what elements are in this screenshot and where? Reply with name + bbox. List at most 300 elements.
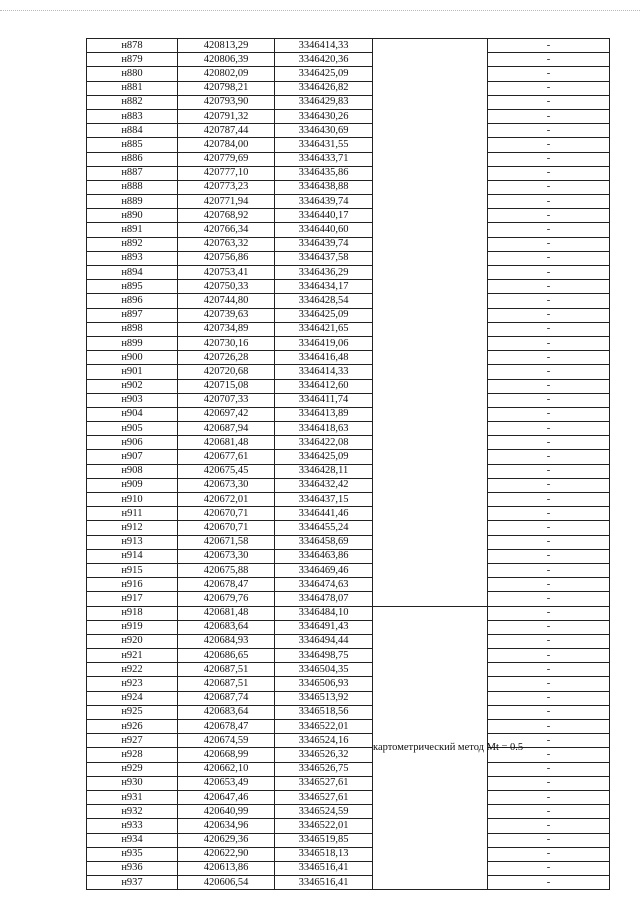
note-cell: - — [488, 861, 610, 875]
table-row — [87, 195, 610, 209]
point-cell: н879 — [87, 53, 178, 67]
x-coordinate-cell: 420613,86 — [178, 861, 275, 875]
note-cell: - — [488, 805, 610, 819]
y-coordinate-cell: 3346484,10 — [275, 606, 373, 620]
point-cell: н889 — [87, 195, 178, 209]
note-cell: - — [488, 237, 610, 251]
x-coordinate-cell: 420672,01 — [178, 493, 275, 507]
point-cell: н902 — [87, 379, 178, 393]
table-row — [87, 322, 610, 336]
y-coordinate-cell: 3346519,85 — [275, 833, 373, 847]
table-row — [87, 762, 610, 776]
y-coordinate-cell: 3346436,29 — [275, 266, 373, 280]
point-cell: н936 — [87, 861, 178, 875]
note-cell: - — [488, 266, 610, 280]
x-coordinate-cell: 420773,23 — [178, 180, 275, 194]
x-coordinate-cell: 420798,21 — [178, 81, 275, 95]
table-row — [87, 39, 610, 53]
coordinates-table — [86, 38, 610, 890]
note-cell: - — [488, 407, 610, 421]
table-row — [87, 720, 610, 734]
x-coordinate-cell: 420750,33 — [178, 280, 275, 294]
x-coordinate-cell: 420678,47 — [178, 720, 275, 734]
point-cell: н894 — [87, 266, 178, 280]
x-coordinate-cell: 420629,36 — [178, 833, 275, 847]
coordinates-table-body — [87, 39, 610, 890]
table-row — [87, 663, 610, 677]
note-cell: - — [488, 450, 610, 464]
point-cell: н886 — [87, 152, 178, 166]
x-coordinate-cell: 420771,94 — [178, 195, 275, 209]
point-cell: н882 — [87, 95, 178, 109]
note-cell: - — [488, 521, 610, 535]
note-cell: - — [488, 790, 610, 804]
x-coordinate-cell: 420681,48 — [178, 436, 275, 450]
table-row — [87, 294, 610, 308]
y-coordinate-cell: 3346435,86 — [275, 166, 373, 180]
table-row — [87, 847, 610, 861]
x-coordinate-cell: 420768,92 — [178, 209, 275, 223]
point-cell: н897 — [87, 308, 178, 322]
x-coordinate-cell: 420787,44 — [178, 124, 275, 138]
x-coordinate-cell: 420683,64 — [178, 705, 275, 719]
table-row — [87, 379, 610, 393]
note-cell: - — [488, 592, 610, 606]
point-cell: н909 — [87, 478, 178, 492]
x-coordinate-cell: 420670,71 — [178, 521, 275, 535]
x-coordinate-cell: 420671,58 — [178, 535, 275, 549]
note-cell: - — [488, 322, 610, 336]
note-cell: - — [488, 833, 610, 847]
point-cell: н912 — [87, 521, 178, 535]
table-row — [87, 53, 610, 67]
y-coordinate-cell: 3346522,01 — [275, 819, 373, 833]
table-row — [87, 521, 610, 535]
y-coordinate-cell: 3346439,74 — [275, 195, 373, 209]
note-cell: - — [488, 152, 610, 166]
point-cell: н895 — [87, 280, 178, 294]
table-row — [87, 876, 610, 890]
y-coordinate-cell: 3346506,93 — [275, 677, 373, 691]
scan-artifact-line — [0, 10, 640, 13]
x-coordinate-cell: 420673,30 — [178, 478, 275, 492]
point-cell: н905 — [87, 422, 178, 436]
y-coordinate-cell: 3346414,33 — [275, 365, 373, 379]
point-cell: н908 — [87, 464, 178, 478]
point-cell: н933 — [87, 819, 178, 833]
table-row — [87, 138, 610, 152]
note-cell: - — [488, 39, 610, 53]
note-cell: - — [488, 478, 610, 492]
y-coordinate-cell: 3346491,43 — [275, 620, 373, 634]
note-cell: - — [488, 67, 610, 81]
note-cell: - — [488, 109, 610, 123]
y-coordinate-cell: 3346413,89 — [275, 407, 373, 421]
y-coordinate-cell: 3346434,17 — [275, 280, 373, 294]
x-coordinate-cell: 420763,32 — [178, 237, 275, 251]
note-cell: - — [488, 606, 610, 620]
point-cell: н915 — [87, 563, 178, 577]
x-coordinate-cell: 420681,48 — [178, 606, 275, 620]
point-cell: н925 — [87, 705, 178, 719]
y-coordinate-cell: 3346437,58 — [275, 251, 373, 265]
x-coordinate-cell: 420606,54 — [178, 876, 275, 890]
x-coordinate-cell: 420707,33 — [178, 393, 275, 407]
y-coordinate-cell: 3346428,11 — [275, 464, 373, 478]
table-row — [87, 861, 610, 875]
table-row — [87, 606, 610, 620]
x-coordinate-cell: 420802,09 — [178, 67, 275, 81]
y-coordinate-cell: 3346425,09 — [275, 308, 373, 322]
point-cell: н934 — [87, 833, 178, 847]
table-row — [87, 109, 610, 123]
x-coordinate-cell: 420744,80 — [178, 294, 275, 308]
y-coordinate-cell: 3346498,75 — [275, 649, 373, 663]
y-coordinate-cell: 3346422,08 — [275, 436, 373, 450]
table-row — [87, 251, 610, 265]
point-cell: н919 — [87, 620, 178, 634]
point-cell: н921 — [87, 649, 178, 663]
note-cell: - — [488, 436, 610, 450]
x-coordinate-cell: 420697,42 — [178, 407, 275, 421]
table-row — [87, 407, 610, 421]
note-cell: - — [488, 705, 610, 719]
table-row — [87, 776, 610, 790]
y-coordinate-cell: 3346411,74 — [275, 393, 373, 407]
note-cell: - — [488, 776, 610, 790]
x-coordinate-cell: 420675,45 — [178, 464, 275, 478]
x-coordinate-cell: 420668,99 — [178, 748, 275, 762]
point-cell: н899 — [87, 336, 178, 350]
table-row — [87, 422, 610, 436]
y-coordinate-cell: 3346518,13 — [275, 847, 373, 861]
table-row — [87, 223, 610, 237]
x-coordinate-cell: 420734,89 — [178, 322, 275, 336]
table-row — [87, 237, 610, 251]
point-cell: н903 — [87, 393, 178, 407]
table-row — [87, 124, 610, 138]
y-coordinate-cell: 3346419,06 — [275, 336, 373, 350]
note-cell: - — [488, 876, 610, 890]
note-cell: - — [488, 748, 610, 762]
y-coordinate-cell: 3346440,60 — [275, 223, 373, 237]
point-cell: н930 — [87, 776, 178, 790]
note-cell: - — [488, 762, 610, 776]
point-cell: н916 — [87, 578, 178, 592]
y-coordinate-cell: 3346426,82 — [275, 81, 373, 95]
point-cell: н931 — [87, 790, 178, 804]
point-cell: н911 — [87, 507, 178, 521]
note-cell: - — [488, 95, 610, 109]
note-cell: - — [488, 422, 610, 436]
table-row — [87, 308, 610, 322]
point-cell: н932 — [87, 805, 178, 819]
point-cell: н928 — [87, 748, 178, 762]
table-row — [87, 592, 610, 606]
point-cell: н922 — [87, 663, 178, 677]
x-coordinate-cell: 420684,93 — [178, 634, 275, 648]
table-row — [87, 166, 610, 180]
point-cell: н917 — [87, 592, 178, 606]
x-coordinate-cell: 420674,59 — [178, 734, 275, 748]
x-coordinate-cell: 420634,96 — [178, 819, 275, 833]
point-cell: н896 — [87, 294, 178, 308]
y-coordinate-cell: 3346527,61 — [275, 776, 373, 790]
x-coordinate-cell: 420687,74 — [178, 691, 275, 705]
note-cell: - — [488, 677, 610, 691]
method-cell: картометрический метод Mt = 0.5 — [373, 606, 488, 890]
table-row — [87, 67, 610, 81]
note-cell: - — [488, 251, 610, 265]
point-cell: н929 — [87, 762, 178, 776]
table-row — [87, 819, 610, 833]
y-coordinate-cell: 3346526,75 — [275, 762, 373, 776]
note-cell: - — [488, 294, 610, 308]
y-coordinate-cell: 3346474,63 — [275, 578, 373, 592]
note-cell: - — [488, 336, 610, 350]
y-coordinate-cell: 3346440,17 — [275, 209, 373, 223]
point-cell: н891 — [87, 223, 178, 237]
y-coordinate-cell: 3346524,16 — [275, 734, 373, 748]
point-cell: н906 — [87, 436, 178, 450]
table-row — [87, 436, 610, 450]
point-cell: н878 — [87, 39, 178, 53]
y-coordinate-cell: 3346513,92 — [275, 691, 373, 705]
table-row — [87, 450, 610, 464]
y-coordinate-cell: 3346418,63 — [275, 422, 373, 436]
note-cell: - — [488, 720, 610, 734]
x-coordinate-cell: 420756,86 — [178, 251, 275, 265]
note-cell: - — [488, 195, 610, 209]
note-cell: - — [488, 308, 610, 322]
y-coordinate-cell: 3346522,01 — [275, 720, 373, 734]
x-coordinate-cell: 420791,32 — [178, 109, 275, 123]
note-cell: - — [488, 649, 610, 663]
note-cell: - — [488, 81, 610, 95]
point-cell: н907 — [87, 450, 178, 464]
point-cell: н914 — [87, 549, 178, 563]
table-row — [87, 677, 610, 691]
y-coordinate-cell: 3346425,09 — [275, 67, 373, 81]
y-coordinate-cell: 3346420,36 — [275, 53, 373, 67]
note-cell: - — [488, 663, 610, 677]
y-coordinate-cell: 3346432,42 — [275, 478, 373, 492]
note-cell: - — [488, 209, 610, 223]
y-coordinate-cell: 3346526,32 — [275, 748, 373, 762]
point-cell: н935 — [87, 847, 178, 861]
point-cell: н892 — [87, 237, 178, 251]
table-row — [87, 365, 610, 379]
y-coordinate-cell: 3346425,09 — [275, 450, 373, 464]
note-cell: - — [488, 819, 610, 833]
point-cell: н900 — [87, 351, 178, 365]
point-cell: н937 — [87, 876, 178, 890]
method-cell-empty — [373, 39, 488, 607]
note-cell: - — [488, 549, 610, 563]
x-coordinate-cell: 420686,65 — [178, 649, 275, 663]
y-coordinate-cell: 3346527,61 — [275, 790, 373, 804]
note-cell: - — [488, 464, 610, 478]
note-cell: - — [488, 180, 610, 194]
point-cell: н893 — [87, 251, 178, 265]
table-row — [87, 790, 610, 804]
table-row — [87, 691, 610, 705]
y-coordinate-cell: 3346504,35 — [275, 663, 373, 677]
y-coordinate-cell: 3346458,69 — [275, 535, 373, 549]
note-cell: - — [488, 634, 610, 648]
y-coordinate-cell: 3346414,33 — [275, 39, 373, 53]
y-coordinate-cell: 3346478,07 — [275, 592, 373, 606]
y-coordinate-cell: 3346439,74 — [275, 237, 373, 251]
y-coordinate-cell: 3346431,55 — [275, 138, 373, 152]
x-coordinate-cell: 420730,16 — [178, 336, 275, 350]
x-coordinate-cell: 420683,64 — [178, 620, 275, 634]
point-cell: н904 — [87, 407, 178, 421]
note-cell: - — [488, 691, 610, 705]
y-coordinate-cell: 3346428,54 — [275, 294, 373, 308]
table-row — [87, 351, 610, 365]
y-coordinate-cell: 3346438,88 — [275, 180, 373, 194]
point-cell: н887 — [87, 166, 178, 180]
point-cell: н923 — [87, 677, 178, 691]
point-cell: н918 — [87, 606, 178, 620]
point-cell: н881 — [87, 81, 178, 95]
table-row — [87, 280, 610, 294]
table-row — [87, 563, 610, 577]
note-cell: - — [488, 493, 610, 507]
y-coordinate-cell: 3346412,60 — [275, 379, 373, 393]
x-coordinate-cell: 420679,76 — [178, 592, 275, 606]
note-cell: - — [488, 535, 610, 549]
y-coordinate-cell: 3346518,56 — [275, 705, 373, 719]
table-row — [87, 336, 610, 350]
x-coordinate-cell: 420813,29 — [178, 39, 275, 53]
note-cell: - — [488, 563, 610, 577]
table-row — [87, 493, 610, 507]
table-row — [87, 81, 610, 95]
table-row — [87, 535, 610, 549]
point-cell: н913 — [87, 535, 178, 549]
point-cell: н927 — [87, 734, 178, 748]
x-coordinate-cell: 420766,34 — [178, 223, 275, 237]
x-coordinate-cell: 420793,90 — [178, 95, 275, 109]
table-row — [87, 634, 610, 648]
point-cell: н883 — [87, 109, 178, 123]
table-row — [87, 705, 610, 719]
x-coordinate-cell: 420653,49 — [178, 776, 275, 790]
y-coordinate-cell: 3346433,71 — [275, 152, 373, 166]
x-coordinate-cell: 420677,61 — [178, 450, 275, 464]
x-coordinate-cell: 420753,41 — [178, 266, 275, 280]
note-cell: - — [488, 124, 610, 138]
point-cell: н926 — [87, 720, 178, 734]
x-coordinate-cell: 420715,08 — [178, 379, 275, 393]
note-cell: - — [488, 379, 610, 393]
x-coordinate-cell: 420670,71 — [178, 507, 275, 521]
x-coordinate-cell: 420806,39 — [178, 53, 275, 67]
x-coordinate-cell: 420675,88 — [178, 563, 275, 577]
table-row — [87, 152, 610, 166]
y-coordinate-cell: 3346421,65 — [275, 322, 373, 336]
table-row — [87, 805, 610, 819]
note-cell: - — [488, 365, 610, 379]
note-cell: - — [488, 138, 610, 152]
x-coordinate-cell: 420662,10 — [178, 762, 275, 776]
table-row — [87, 266, 610, 280]
x-coordinate-cell: 420687,94 — [178, 422, 275, 436]
y-coordinate-cell: 3346441,46 — [275, 507, 373, 521]
y-coordinate-cell: 3346516,41 — [275, 861, 373, 875]
note-cell: - — [488, 166, 610, 180]
y-coordinate-cell: 3346430,69 — [275, 124, 373, 138]
point-cell: н898 — [87, 322, 178, 336]
note-cell: - — [488, 507, 610, 521]
y-coordinate-cell: 3346429,83 — [275, 95, 373, 109]
y-coordinate-cell: 3346437,15 — [275, 493, 373, 507]
table-row — [87, 734, 610, 748]
x-coordinate-cell: 420777,10 — [178, 166, 275, 180]
y-coordinate-cell: 3346494,44 — [275, 634, 373, 648]
table-row — [87, 95, 610, 109]
x-coordinate-cell: 420678,47 — [178, 578, 275, 592]
x-coordinate-cell: 420640,99 — [178, 805, 275, 819]
table-row — [87, 620, 610, 634]
x-coordinate-cell: 420622,90 — [178, 847, 275, 861]
table-row — [87, 209, 610, 223]
note-cell: - — [488, 393, 610, 407]
table-row — [87, 549, 610, 563]
x-coordinate-cell: 420687,51 — [178, 663, 275, 677]
note-cell: - — [488, 351, 610, 365]
note-cell: - — [488, 734, 610, 748]
table-row — [87, 478, 610, 492]
table-row — [87, 578, 610, 592]
note-cell: - — [488, 280, 610, 294]
x-coordinate-cell: 420726,28 — [178, 351, 275, 365]
point-cell: н920 — [87, 634, 178, 648]
y-coordinate-cell: 3346469,46 — [275, 563, 373, 577]
y-coordinate-cell: 3346455,24 — [275, 521, 373, 535]
point-cell: н884 — [87, 124, 178, 138]
y-coordinate-cell: 3346430,26 — [275, 109, 373, 123]
x-coordinate-cell: 420673,30 — [178, 549, 275, 563]
table-row — [87, 748, 610, 762]
point-cell: н924 — [87, 691, 178, 705]
point-cell: н880 — [87, 67, 178, 81]
note-cell: - — [488, 620, 610, 634]
x-coordinate-cell: 420784,00 — [178, 138, 275, 152]
table-row — [87, 180, 610, 194]
table-row — [87, 464, 610, 478]
point-cell: н885 — [87, 138, 178, 152]
x-coordinate-cell: 420720,68 — [178, 365, 275, 379]
y-coordinate-cell: 3346516,41 — [275, 876, 373, 890]
note-cell: - — [488, 223, 610, 237]
note-cell: - — [488, 847, 610, 861]
note-cell: - — [488, 578, 610, 592]
point-cell: н910 — [87, 493, 178, 507]
x-coordinate-cell: 420739,63 — [178, 308, 275, 322]
x-coordinate-cell: 420687,51 — [178, 677, 275, 691]
x-coordinate-cell: 420647,46 — [178, 790, 275, 804]
table-row — [87, 833, 610, 847]
table-row — [87, 507, 610, 521]
note-cell: - — [488, 53, 610, 67]
y-coordinate-cell: 3346524,59 — [275, 805, 373, 819]
y-coordinate-cell: 3346416,48 — [275, 351, 373, 365]
table-row — [87, 649, 610, 663]
point-cell: н890 — [87, 209, 178, 223]
